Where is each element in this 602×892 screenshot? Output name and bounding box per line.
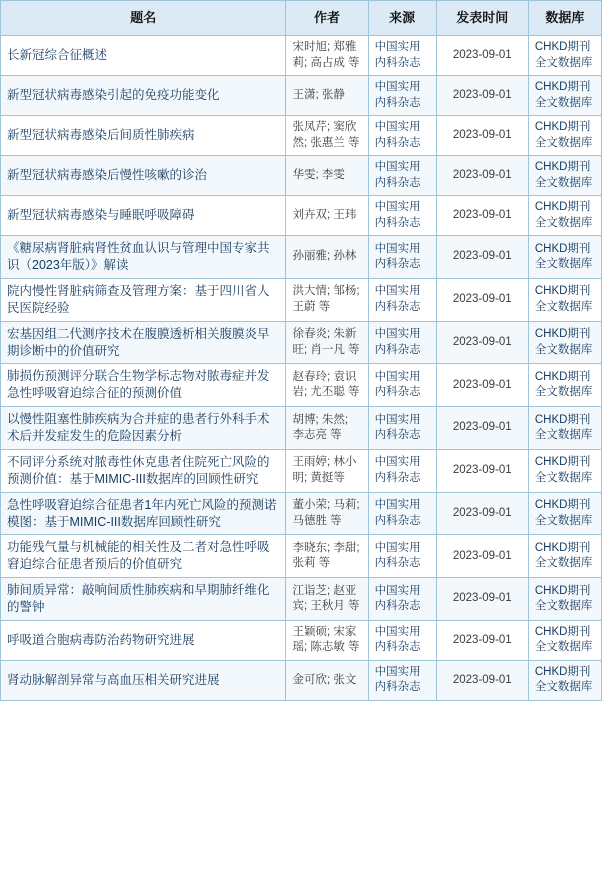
table-row[interactable] (1, 236, 602, 279)
table-row[interactable] (1, 116, 602, 156)
cell-title[interactable]: 宏基因组二代测序技术在腹膜透析相关腹膜炎早期诊断中的价值研究 (1, 321, 286, 364)
cell-author: 华雯; 李雯 (286, 156, 368, 196)
cell-title[interactable]: 功能残气量与机械能的相关性及二者对急性呼吸窘迫综合征患者预后的价值研究 (1, 535, 286, 578)
cell-database: CHKD期刊全文数据库 (528, 364, 601, 407)
cell-author: 胡博; 朱然; 李志亮 等 (286, 407, 368, 450)
cell-author: 张凤芹; 窦欣然; 张惠兰 等 (286, 116, 368, 156)
cell-author: 李晓东; 李甜; 张莉 等 (286, 535, 368, 578)
cell-title[interactable]: 不同评分系统对脓毒性休克患者住院死亡风险的预测价值：基于MIMIC-III数据库的回顾性研究 (1, 449, 286, 492)
cell-title[interactable]: 新型冠状病毒感染后慢性咳嗽的诊治 (1, 156, 286, 196)
cell-date: 2023-09-01 (436, 620, 528, 660)
cell-source[interactable]: 中国实用内科杂志 (368, 76, 436, 116)
table-row[interactable] (1, 660, 602, 700)
cell-database: CHKD期刊全文数据库 (528, 321, 601, 364)
cell-author: 王颖硕; 宋家瑶; 陈志敏 等 (286, 620, 368, 660)
cell-title[interactable]: 急性呼吸窘迫综合征患者1年内死亡风险的预测诺模图：基于MIMIC-III数据库回顾性研究 (1, 492, 286, 535)
table-body (1, 36, 602, 701)
cell-source[interactable]: 中国实用内科杂志 (368, 407, 436, 450)
cell-author: 江诣芝; 赵亚宾; 王秋月 等 (286, 578, 368, 621)
cell-date: 2023-09-01 (436, 76, 528, 116)
cell-source[interactable]: 中国实用内科杂志 (368, 321, 436, 364)
table-row[interactable] (1, 76, 602, 116)
cell-author: 王潇; 张静 (286, 76, 368, 116)
table-row[interactable] (1, 578, 602, 621)
cell-title[interactable]: 以慢性阻塞性肺疾病为合并症的患者行外科手术术后并发症发生的危险因素分析 (1, 407, 286, 450)
cell-date: 2023-09-01 (436, 660, 528, 700)
cell-database: CHKD期刊全文数据库 (528, 620, 601, 660)
cell-author: 孙丽雅; 孙林 (286, 236, 368, 279)
cell-source[interactable]: 中国实用内科杂志 (368, 236, 436, 279)
cell-date: 2023-09-01 (436, 535, 528, 578)
cell-author: 洪大情; 邹杨; 王蔚 等 (286, 278, 368, 321)
cell-title[interactable]: 肾动脉解剖异常与高血压相关研究进展 (1, 660, 286, 700)
cell-database: CHKD期刊全文数据库 (528, 116, 601, 156)
cell-source[interactable]: 中国实用内科杂志 (368, 660, 436, 700)
cell-author: 宋时旭; 郑雅莉; 高占成 等 (286, 36, 368, 76)
table-row[interactable] (1, 36, 602, 76)
cell-date: 2023-09-01 (436, 278, 528, 321)
cell-database: CHKD期刊全文数据库 (528, 492, 601, 535)
cell-author: 金可欣; 张文 (286, 660, 368, 700)
table-row[interactable] (1, 156, 602, 196)
cell-source[interactable]: 中国实用内科杂志 (368, 116, 436, 156)
cell-source[interactable]: 中国实用内科杂志 (368, 449, 436, 492)
cell-database: CHKD期刊全文数据库 (528, 535, 601, 578)
cell-date: 2023-09-01 (436, 236, 528, 279)
cell-source[interactable]: 中国实用内科杂志 (368, 156, 436, 196)
cell-date: 2023-09-01 (436, 116, 528, 156)
table-row[interactable] (1, 196, 602, 236)
table-row[interactable] (1, 620, 602, 660)
cell-title[interactable]: 肺间质异常：敲响间质性肺疾病和早期肺纤维化的警钟 (1, 578, 286, 621)
cell-date: 2023-09-01 (436, 196, 528, 236)
cell-title[interactable]: 新型冠状病毒感染与睡眠呼吸障碍 (1, 196, 286, 236)
column-header-source[interactable]: 来源 (368, 1, 436, 36)
cell-title[interactable]: 新型冠状病毒感染后间质性肺疾病 (1, 116, 286, 156)
cell-title[interactable]: 呼吸道合胞病毒防治药物研究进展 (1, 620, 286, 660)
cell-database: CHKD期刊全文数据库 (528, 196, 601, 236)
cell-source[interactable]: 中国实用内科杂志 (368, 196, 436, 236)
cell-source[interactable]: 中国实用内科杂志 (368, 36, 436, 76)
cell-database: CHKD期刊全文数据库 (528, 236, 601, 279)
cell-database: CHKD期刊全文数据库 (528, 449, 601, 492)
cell-source[interactable]: 中国实用内科杂志 (368, 278, 436, 321)
table-row[interactable] (1, 449, 602, 492)
cell-title[interactable]: 肺损伤预测评分联合生物学标志物对脓毒症并发急性呼吸窘迫综合征的预测价值 (1, 364, 286, 407)
cell-title[interactable]: 新型冠状病毒感染引起的免疫功能变化 (1, 76, 286, 116)
cell-date: 2023-09-01 (436, 578, 528, 621)
cell-date: 2023-09-01 (436, 36, 528, 76)
table-row[interactable] (1, 535, 602, 578)
cell-database: CHKD期刊全文数据库 (528, 660, 601, 700)
cell-source[interactable]: 中国实用内科杂志 (368, 492, 436, 535)
cell-database: CHKD期刊全文数据库 (528, 156, 601, 196)
table-row[interactable] (1, 278, 602, 321)
cell-date: 2023-09-01 (436, 321, 528, 364)
cell-author: 赵春玲; 袁识岩; 尤丕聪 等 (286, 364, 368, 407)
cell-author: 董小荣; 马莉; 马德胜 等 (286, 492, 368, 535)
column-header-database[interactable]: 数据库 (528, 1, 601, 36)
cell-source[interactable]: 中国实用内科杂志 (368, 620, 436, 660)
cell-title[interactable]: 院内慢性肾脏病筛查及管理方案：基于四川省人民医院经验 (1, 278, 286, 321)
cell-source[interactable]: 中国实用内科杂志 (368, 578, 436, 621)
cell-author: 徐春炎; 朱新旺; 肖一凡 等 (286, 321, 368, 364)
column-header-author[interactable]: 作者 (286, 1, 368, 36)
cell-title[interactable]: 长新冠综合征概述 (1, 36, 286, 76)
cell-database: CHKD期刊全文数据库 (528, 278, 601, 321)
cell-database: CHKD期刊全文数据库 (528, 76, 601, 116)
cell-database: CHKD期刊全文数据库 (528, 578, 601, 621)
cell-database: CHKD期刊全文数据库 (528, 407, 601, 450)
cell-author: 王雨婷; 林小明; 黄挺等 (286, 449, 368, 492)
cell-source[interactable]: 中国实用内科杂志 (368, 364, 436, 407)
cell-author: 刘卉双; 王玮 (286, 196, 368, 236)
cell-date: 2023-09-01 (436, 156, 528, 196)
cell-source[interactable]: 中国实用内科杂志 (368, 535, 436, 578)
table-header-row (1, 1, 602, 36)
column-header-title[interactable]: 题名 (1, 1, 286, 36)
table-row[interactable] (1, 364, 602, 407)
column-header-date[interactable]: 发表时间 (436, 1, 528, 36)
table-row[interactable] (1, 321, 602, 364)
table-row[interactable] (1, 407, 602, 450)
cell-title[interactable]: 《糖尿病肾脏病肾性贫血认识与管理中国专家共识（2023年版）》解读 (1, 236, 286, 279)
table-row[interactable] (1, 492, 602, 535)
cell-date: 2023-09-01 (436, 449, 528, 492)
cell-database: CHKD期刊全文数据库 (528, 36, 601, 76)
cell-date: 2023-09-01 (436, 407, 528, 450)
cell-date: 2023-09-01 (436, 364, 528, 407)
cell-date: 2023-09-01 (436, 492, 528, 535)
